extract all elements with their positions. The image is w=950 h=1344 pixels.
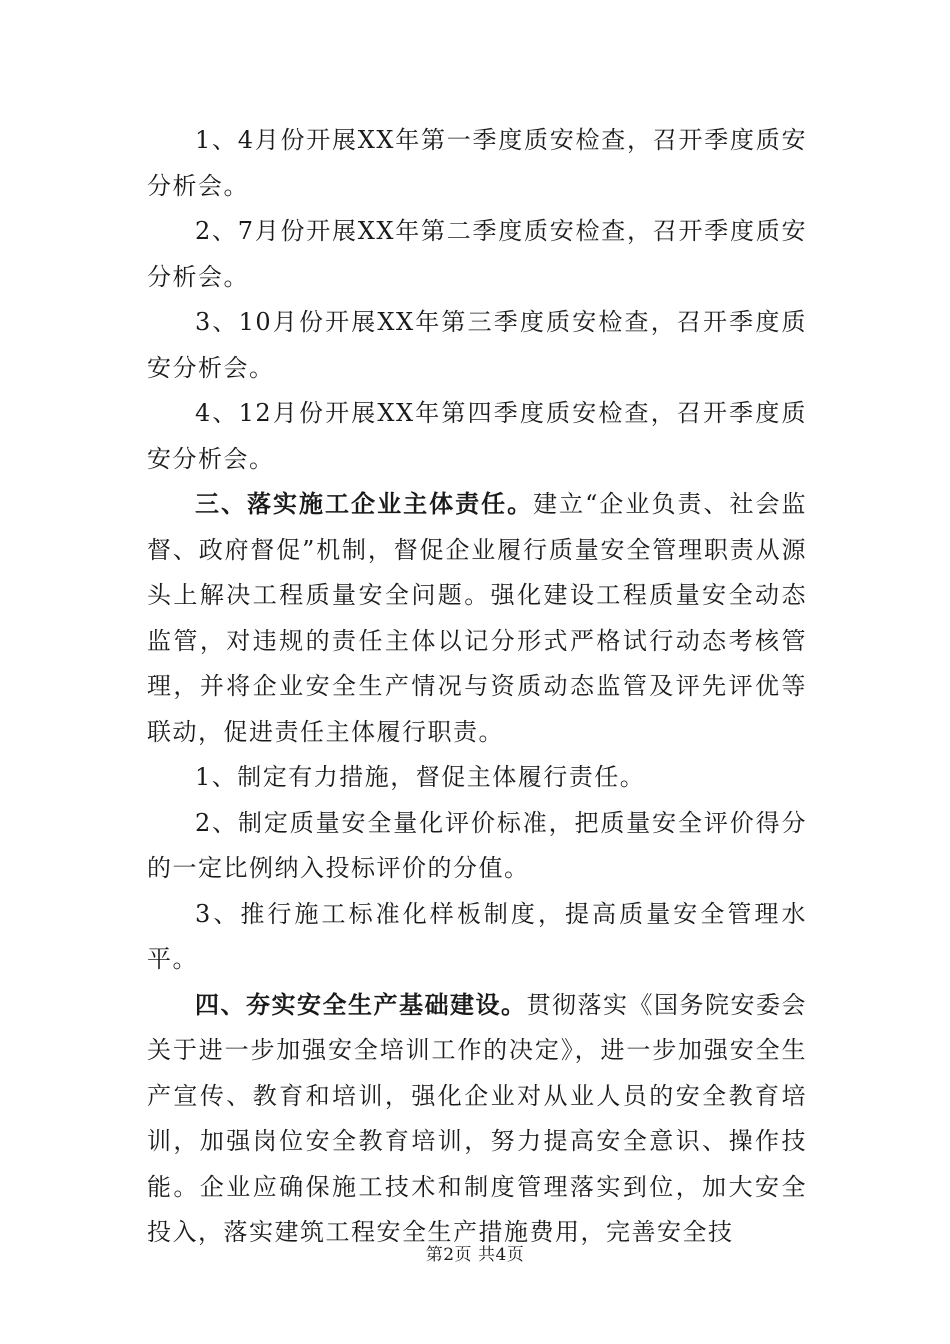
paragraph-text: 贯彻落实《国务院安委会关于进一步加强安全培训工作的决定》，进一步加强安全生产宣传、教育和培训，强化企业对从业人员的安全教育培训，加强岗位安全教育培训，努力提高安全意识、操作技能。企业应确保施工技术和制度管理落实到位，加大安全投入，落实建筑工程安全生产措施费用，完善安全技: [147, 990, 807, 1246]
paragraph-text: 2、7月份开展XX年第二季度质安检查，召开季度质安分析会。: [147, 217, 807, 291]
page-number: 第2页 共4页: [425, 1245, 525, 1265]
list-item: [147, 391, 807, 482]
list-item: [147, 892, 807, 983]
section-paragraph: [147, 983, 807, 1256]
list-item: [147, 801, 807, 892]
section-heading: 四、夯实安全生产基础建设。: [195, 990, 527, 1019]
paragraph-text: 建立“企业负责、社会监督、政府督促”机制，督促企业履行质量安全管理职责从源头上解决工程质量安全问题。强化建设工程质量安全动态监管，对违规的责任主体以记分形式严格试行动态考核管理，并将企业安全生产情况与资质动态监管及评先评优等联动，促进责任主体履行职责。: [147, 490, 807, 746]
section-heading: 三、落实施工企业主体责任。: [195, 490, 534, 518]
list-item: [147, 209, 807, 300]
paragraph-text: 1、制定有力措施，督促主体履行责任。: [195, 763, 646, 791]
paragraph-text: 3、10月份开展XX年第三季度质安检查，召开季度质安分析会。: [147, 308, 807, 382]
paragraph-text: 2、制定质量安全量化评价标准，把质量安全评价得分的一定比例纳入投标评价的分值。: [147, 808, 807, 882]
list-item: [147, 755, 807, 801]
list-item: [147, 300, 807, 391]
list-item: [147, 118, 807, 209]
document-body: [147, 118, 807, 1256]
paragraph-text: 1、4月份开展XX年第一季度质安检查，召开季度质安分析会。: [147, 126, 807, 200]
section-paragraph: [147, 482, 807, 755]
paragraph-text: 4、12月份开展XX年第四季度质安检查，召开季度质安分析会。: [147, 399, 807, 473]
paragraph-text: 3、推行施工标准化样板制度，提高质量安全管理水平。: [147, 899, 807, 973]
